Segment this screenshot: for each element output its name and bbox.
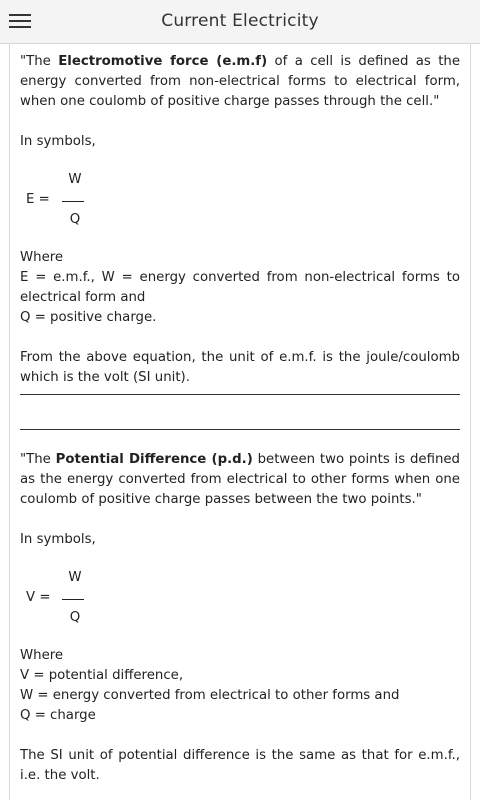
pd-term: Potential Difference (p.d.) (55, 452, 253, 467)
pd-definition: "The Potential Difference (p.d.) between two points is defined as the energy converted from electrical to other forms when one coulomb of positive charge passes between the two points." (20, 452, 460, 507)
pd-formula-numerator: W (68, 570, 82, 585)
emf-formula-numerator: W (68, 172, 82, 187)
pd-in-symbols: In symbols, (20, 532, 96, 547)
emf-where-line-2: Q = positive charge. (20, 310, 157, 325)
page-title: Current Electricity (161, 11, 319, 31)
emf-definition: "The Electromotive force (e.m.f) of a cell is defined as the energy converted from non-electrical forms to electrical form, when one coulomb of positive charge passes through the cell." (20, 54, 461, 109)
pd-conclusion: The SI unit of potential difference is the same as that for e.m.f., i.e. the volt. (20, 748, 460, 783)
article-content (20, 52, 460, 786)
pd-formula (20, 560, 460, 640)
emf-where-line-1: E = e.m.f., W = energy converted from non-electrical forms to electrical form and (20, 270, 460, 305)
pd-formula-lhs: V = (26, 590, 51, 605)
section-divider (20, 394, 460, 395)
pd-formula-denominator: Q (69, 610, 81, 625)
pd-where-line-3: Q = charge (20, 708, 96, 723)
app-bar (0, 0, 480, 44)
emf-conclusion: From the above equation, the unit of e.m.f. is the joule/coulomb which is the volt (SI unit). (20, 350, 460, 385)
emf-in-symbols: In symbols, (20, 134, 96, 149)
pd-where: Where (20, 648, 64, 663)
pd-where-line-1: V = potential difference, (20, 668, 184, 683)
emf-where: Where (20, 250, 64, 265)
emf-formula (20, 162, 460, 242)
emf-formula-lhs: E = (26, 192, 50, 207)
emf-term: Electromotive force (e.m.f) (58, 54, 268, 69)
pd-where-line-2: W = energy converted from electrical to other forms and (20, 688, 400, 703)
pd-fraction-bar (62, 599, 84, 600)
emf-fraction-bar (62, 201, 84, 202)
emf-formula-denominator: Q (69, 212, 81, 227)
